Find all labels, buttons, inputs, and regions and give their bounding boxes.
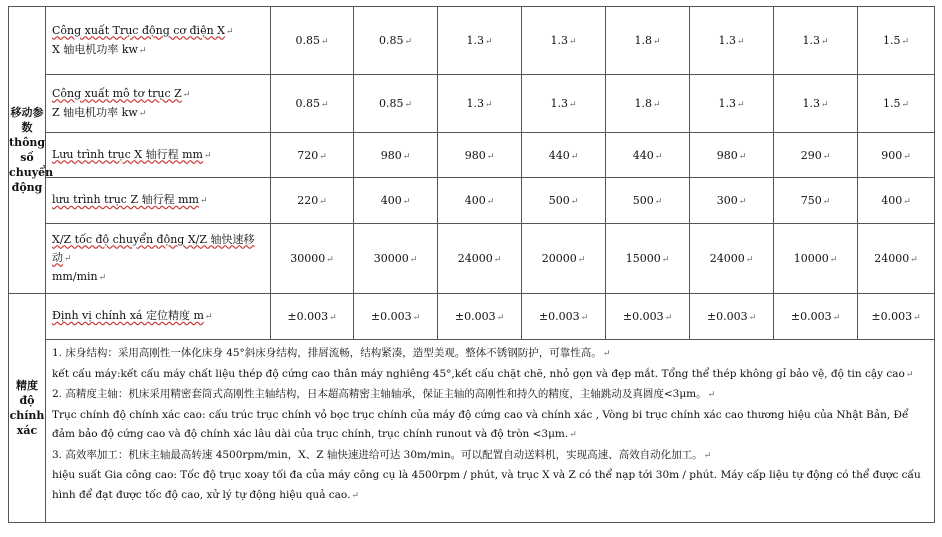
return-mark-icon: ↵ <box>204 312 213 322</box>
return-mark-icon: ↵ <box>404 100 413 110</box>
value-text: 1.3 <box>802 34 820 47</box>
value-cell <box>271 178 354 224</box>
value-text: 30000 <box>290 252 326 265</box>
value-cell <box>690 294 774 340</box>
value-text: 1.3 <box>550 97 568 110</box>
value-text: 500 <box>632 194 654 207</box>
value-text: 1.3 <box>718 97 736 110</box>
return-mark-icon: ↵ <box>602 349 611 359</box>
value-cell <box>606 178 690 224</box>
value-cell <box>690 178 774 224</box>
description-text: kết cấu máy:kết cấu máy chất liệu thép độ cứng cao thân máy nghiêng 45°,kết cấu chặt chẽ, nhỏ gọn và đẹp mắt. Tổng thể thép không gỉ bảo vệ, độ tin cậy cao <box>52 367 905 380</box>
return-mark-icon: ↵ <box>138 45 147 56</box>
return-mark-icon: ↵ <box>568 100 577 110</box>
label-text: lưu trình trục Z 轴行程 mm <box>52 193 199 206</box>
label-text: X/Z tốc độ chuyển động X/Z 轴快速移动 <box>52 232 255 264</box>
value-text: 980 <box>716 148 738 162</box>
return-mark-icon: ↵ <box>329 313 337 323</box>
value-cell <box>438 224 522 294</box>
label-text: X 轴电机功率 kw <box>52 42 138 56</box>
table-row <box>9 178 935 224</box>
return-mark-icon: ↵ <box>486 151 495 162</box>
return-mark-icon: ↵ <box>820 37 829 47</box>
value-cell <box>354 133 438 178</box>
description-line <box>52 385 928 406</box>
value-text: 15000 <box>625 252 661 265</box>
value-text: 24000 <box>874 252 910 265</box>
return-mark-icon: ↵ <box>661 255 670 265</box>
value-cell <box>858 75 935 133</box>
return-mark-icon: ↵ <box>326 255 334 265</box>
return-mark-icon: ↵ <box>652 100 661 110</box>
value-text: ±0.003 <box>454 310 496 323</box>
return-mark-icon: ↵ <box>570 197 579 207</box>
value-cell <box>354 178 438 224</box>
value-cell <box>354 75 438 133</box>
value-text: 1.8 <box>634 34 652 47</box>
return-mark-icon: ↵ <box>832 313 841 323</box>
return-mark-icon: ↵ <box>822 151 831 162</box>
table-row <box>9 75 935 133</box>
return-mark-icon: ↵ <box>822 197 831 207</box>
value-cell <box>690 7 774 75</box>
value-cell <box>606 224 690 294</box>
value-text: 1.3 <box>802 97 820 110</box>
return-mark-icon: ↵ <box>901 100 910 110</box>
value-cell <box>354 294 438 340</box>
value-text: 400 <box>380 194 402 207</box>
return-mark-icon: ↵ <box>913 313 921 323</box>
return-mark-icon: ↵ <box>654 197 663 207</box>
return-mark-icon: ↵ <box>580 313 589 323</box>
return-mark-icon: ↵ <box>412 313 421 323</box>
return-mark-icon: ↵ <box>486 197 495 207</box>
value-cell <box>522 294 606 340</box>
value-text: 0.85 <box>295 97 320 110</box>
value-text: ±0.003 <box>790 310 832 323</box>
value-text: 1.3 <box>718 34 736 47</box>
return-mark-icon: ↵ <box>493 255 502 265</box>
return-mark-icon: ↵ <box>409 255 418 265</box>
value-cell <box>271 133 354 178</box>
label-text: Công xuất Trục động cơ điện X <box>52 23 225 37</box>
return-mark-icon: ↵ <box>903 151 911 162</box>
value-text: 1.5 <box>882 34 901 47</box>
return-mark-icon: ↵ <box>319 151 327 162</box>
table-row <box>9 133 935 178</box>
return-mark-icon: ↵ <box>496 313 505 323</box>
value-cell <box>774 7 858 75</box>
description-row <box>9 340 935 523</box>
value-cell <box>774 75 858 133</box>
return-mark-icon: ↵ <box>736 100 745 110</box>
value-text: 24000 <box>709 252 745 265</box>
value-cell <box>438 133 522 178</box>
description-line <box>52 406 928 446</box>
value-cell <box>606 294 690 340</box>
value-text: 400 <box>464 194 486 207</box>
label-text: Công xuất mô tơ trục Z <box>52 86 182 100</box>
label-text: Z 轴电机功率 kw <box>52 105 138 119</box>
return-mark-icon: ↵ <box>484 100 493 110</box>
value-cell <box>438 75 522 133</box>
value-text: 1.3 <box>466 34 484 47</box>
value-cell <box>354 224 438 294</box>
value-text: ±0.003 <box>287 310 329 323</box>
value-cell <box>271 7 354 75</box>
value-text: 500 <box>548 194 570 207</box>
return-mark-icon: ↵ <box>402 197 411 207</box>
return-mark-icon: ↵ <box>320 100 329 110</box>
value-text: 220 <box>297 194 319 207</box>
value-cell <box>774 224 858 294</box>
section-label-motion: 移动参数thông số chuyển động <box>9 7 46 294</box>
value-cell <box>606 133 690 178</box>
return-mark-icon: ↵ <box>569 430 577 440</box>
value-text: ±0.003 <box>622 310 664 323</box>
value-text: ±0.003 <box>370 310 412 323</box>
label-text: Lưu trình trục X 轴行程 mm <box>52 147 203 161</box>
value-cell <box>690 75 774 133</box>
value-text: ±0.003 <box>538 310 580 323</box>
value-cell <box>774 133 858 178</box>
value-text: 980 <box>380 148 402 162</box>
return-mark-icon: ↵ <box>182 89 191 100</box>
value-cell <box>774 178 858 224</box>
value-cell <box>271 75 354 133</box>
value-text: 0.85 <box>295 34 320 47</box>
return-mark-icon: ↵ <box>199 196 208 206</box>
return-mark-icon: ↵ <box>738 151 747 162</box>
value-text: 24000 <box>457 252 493 265</box>
return-mark-icon: ↵ <box>748 313 757 323</box>
return-mark-icon: ↵ <box>226 26 234 37</box>
return-mark-icon: ↵ <box>138 108 147 119</box>
table-row <box>9 294 935 340</box>
value-cell <box>522 224 606 294</box>
value-text: 0.85 <box>378 97 404 110</box>
return-mark-icon: ↵ <box>738 197 747 207</box>
return-mark-icon: ↵ <box>98 272 107 283</box>
return-mark-icon: ↵ <box>829 255 838 265</box>
value-text: 440 <box>548 148 570 162</box>
return-mark-icon: ↵ <box>654 151 663 162</box>
value-text: 720 <box>297 148 319 162</box>
spec-table <box>8 6 935 523</box>
value-cell <box>438 294 522 340</box>
label-text: Định vị chính xá 定位精度 m <box>52 309 204 322</box>
row-label <box>46 75 271 133</box>
description-text: 1. 床身结构：采用高刚性一体化床身 45°斜床身结构，排屑流畅，结构紧凑，造型美观。整体不锈钢防护，可靠性高。 <box>52 347 602 359</box>
value-text: 440 <box>632 148 654 162</box>
return-mark-icon: ↵ <box>319 197 327 207</box>
return-mark-icon: ↵ <box>652 37 661 47</box>
value-cell <box>690 133 774 178</box>
return-mark-icon: ↵ <box>903 197 911 207</box>
return-mark-icon: ↵ <box>484 37 493 47</box>
value-cell <box>858 7 935 75</box>
row-label <box>46 133 271 178</box>
description-line <box>52 466 928 506</box>
row-label <box>46 178 271 224</box>
value-cell <box>354 7 438 75</box>
value-cell <box>271 294 354 340</box>
description-text: Trục chính độ chính xác cao: cấu trúc trục chính vỏ bọc trục chính của máy độ cứng cao và chính xác , Vòng bi trục chính xác cao thương hiệu của Nhật Bản, Để đảm bảo độ cứng cao và độ chính xác lâu dài của trục chính, trục chính runout và độ tròn <3μm. <box>52 408 909 440</box>
return-mark-icon: ↵ <box>351 490 359 501</box>
value-cell <box>606 7 690 75</box>
value-text: 1.3 <box>466 97 484 110</box>
value-text: 10000 <box>793 252 829 265</box>
return-mark-icon: ↵ <box>820 100 829 110</box>
value-text: 30000 <box>373 252 409 265</box>
value-text: 1.3 <box>550 34 568 47</box>
description-text: 2. 高精度主轴：机床采用精密套筒式高刚性主轴结构，日本超高精密主轴轴承，保证主轴的高刚性和持久的精度，主轴跳动及真圆度<3μm。 <box>52 388 707 400</box>
row-label <box>46 7 271 75</box>
value-cell <box>522 75 606 133</box>
return-mark-icon: ↵ <box>707 390 716 400</box>
value-text: ±0.003 <box>706 310 748 323</box>
value-cell <box>858 294 935 340</box>
value-text: 1.8 <box>634 97 652 110</box>
description-line <box>52 446 928 467</box>
return-mark-icon: ↵ <box>577 255 586 265</box>
value-text: 300 <box>716 194 738 207</box>
value-text: 980 <box>464 148 486 162</box>
row-label <box>46 294 271 340</box>
value-text: 0.85 <box>378 34 404 47</box>
description-line <box>52 365 928 386</box>
value-cell <box>438 178 522 224</box>
value-text: 900 <box>881 148 903 162</box>
value-text: 400 <box>881 194 903 207</box>
value-cell <box>858 133 935 178</box>
row-label <box>46 224 271 294</box>
value-cell <box>271 224 354 294</box>
value-cell <box>438 7 522 75</box>
return-mark-icon: ↵ <box>664 313 673 323</box>
description-text: hiệu suất Gia công cao: Tốc độ trục xoay tối đa của máy công cụ là 4500rpm / phút, và trục X và Z có thể nạp tới 30m / phút. Máy cấp liệu tự động có thể được cấu hình để đạt được tốc độ cao, xử lý tự động hiệu quả cao. <box>52 469 921 501</box>
value-text: ±0.003 <box>871 310 913 323</box>
return-mark-icon: ↵ <box>203 150 212 161</box>
label-text: mm/min <box>52 269 98 283</box>
value-text: 1.5 <box>882 97 901 110</box>
return-mark-icon: ↵ <box>402 151 411 162</box>
description-text: 3. 高效率加工：机床主轴最高转速 4500rpm/min，X、Z 轴快速进给可达 30m/min。可以配置自动送料机，实现高速、高效自动化加工。 <box>52 448 703 461</box>
return-mark-icon: ↵ <box>404 37 413 47</box>
value-text: 290 <box>800 148 822 162</box>
value-text: 20000 <box>541 252 577 265</box>
description-line <box>52 344 928 365</box>
value-text: 750 <box>800 194 822 207</box>
description-cell <box>46 340 935 523</box>
value-cell <box>522 178 606 224</box>
section-label-precision: 精度độ chính xác <box>9 294 46 523</box>
value-cell <box>606 75 690 133</box>
value-cell <box>858 178 935 224</box>
return-mark-icon: ↵ <box>570 151 579 162</box>
value-cell <box>858 224 935 294</box>
return-mark-icon: ↵ <box>703 450 712 461</box>
return-mark-icon: ↵ <box>905 369 914 380</box>
table-row <box>9 7 935 75</box>
return-mark-icon: ↵ <box>64 253 72 264</box>
spec-table-body <box>9 7 935 523</box>
return-mark-icon: ↵ <box>745 255 754 265</box>
value-cell <box>522 133 606 178</box>
table-row <box>9 224 935 294</box>
return-mark-icon: ↵ <box>736 37 745 47</box>
value-cell <box>690 224 774 294</box>
return-mark-icon: ↵ <box>320 37 329 47</box>
value-cell <box>774 294 858 340</box>
return-mark-icon: ↵ <box>901 37 910 47</box>
return-mark-icon: ↵ <box>568 37 577 47</box>
return-mark-icon: ↵ <box>910 255 918 265</box>
value-cell <box>522 7 606 75</box>
